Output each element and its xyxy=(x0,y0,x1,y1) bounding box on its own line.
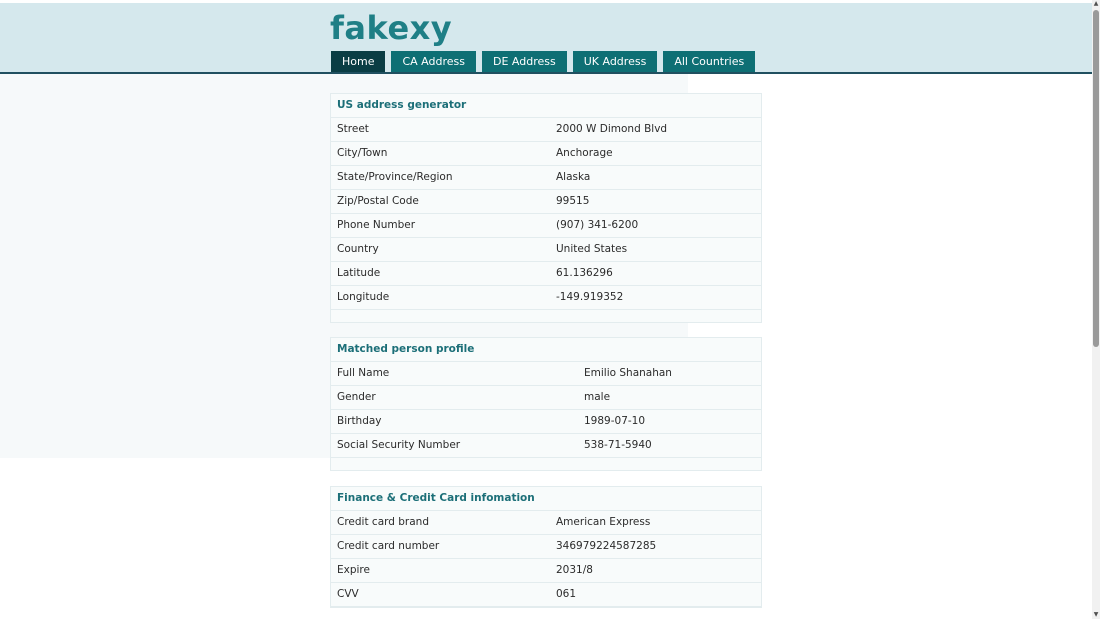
address-row-city xyxy=(331,142,761,166)
page-scrollbar[interactable] xyxy=(1092,0,1100,619)
finance-card-title: Finance & Credit Card infomation xyxy=(331,487,761,511)
finance-row-cvv xyxy=(331,583,761,607)
row-value: 061 xyxy=(556,588,577,600)
address-row-country xyxy=(331,238,761,262)
address-row-latitude xyxy=(331,262,761,286)
address-row-zip xyxy=(331,190,761,214)
row-value: 2000 W Dimond Blvd xyxy=(556,123,668,135)
address-row-street xyxy=(331,118,761,142)
row-value: Alaska xyxy=(556,171,591,183)
main-nav xyxy=(331,51,755,72)
row-value: 61.136296 xyxy=(556,267,613,279)
address-row-phone xyxy=(331,214,761,238)
nav-all-countries[interactable]: All Countries xyxy=(663,51,755,72)
nav-uk-address[interactable]: UK Address xyxy=(573,51,658,72)
row-value: (907) 341-6200 xyxy=(556,219,639,231)
row-label: CVV xyxy=(337,588,359,600)
row-label: Social Security Number xyxy=(337,439,461,451)
address-card xyxy=(330,93,762,323)
row-label: Credit card number xyxy=(337,540,440,552)
card-footer xyxy=(331,310,761,322)
row-label: Birthday xyxy=(337,415,382,427)
row-label: Latitude xyxy=(337,267,381,279)
site-logo[interactable]: fakexy xyxy=(330,9,453,47)
person-card-title: Matched person profile xyxy=(331,338,761,362)
row-label: Longitude xyxy=(337,291,390,303)
row-label: Credit card brand xyxy=(337,516,429,528)
row-value: Anchorage xyxy=(556,147,613,159)
row-label: Street xyxy=(337,123,369,135)
address-card-title: US address generator xyxy=(331,94,761,118)
row-value: 2031/8 xyxy=(556,564,593,576)
person-row-birthday xyxy=(331,410,761,434)
row-value: American Express xyxy=(556,516,651,528)
row-value: 1989-07-10 xyxy=(584,415,646,427)
row-value: United States xyxy=(556,243,628,255)
person-card xyxy=(330,337,762,471)
row-value: 99515 xyxy=(556,195,590,207)
finance-card xyxy=(330,486,762,608)
row-value: Emilio Shanahan xyxy=(584,367,672,379)
row-label: Expire xyxy=(337,564,370,576)
site-header xyxy=(0,3,1092,74)
row-value: 346979224587285 xyxy=(556,540,657,552)
finance-row-brand xyxy=(331,511,761,535)
row-label: State/Province/Region xyxy=(337,171,453,183)
row-value: -149.919352 xyxy=(556,291,624,303)
row-value: 538-71-5940 xyxy=(584,439,652,451)
scroll-down-arrow-icon[interactable]: ▼ xyxy=(1093,611,1099,618)
address-row-longitude xyxy=(331,286,761,310)
row-value: male xyxy=(584,391,611,403)
finance-row-expire xyxy=(331,559,761,583)
nav-ca-address[interactable]: CA Address xyxy=(391,51,476,72)
nav-home[interactable]: Home xyxy=(331,51,385,72)
row-label: Gender xyxy=(337,391,376,403)
person-row-ssn xyxy=(331,434,761,458)
row-label: Full Name xyxy=(337,367,390,379)
row-label: Country xyxy=(337,243,379,255)
row-label: Phone Number xyxy=(337,219,416,231)
scroll-up-arrow-icon[interactable]: ▲ xyxy=(1093,0,1099,7)
person-row-gender xyxy=(331,386,761,410)
scrollbar-thumb[interactable] xyxy=(1093,10,1099,347)
row-label: Zip/Postal Code xyxy=(337,195,419,207)
finance-row-number xyxy=(331,535,761,559)
person-row-name xyxy=(331,362,761,386)
nav-de-address[interactable]: DE Address xyxy=(482,51,567,72)
card-footer xyxy=(331,458,761,470)
row-label: City/Town xyxy=(337,147,388,159)
address-row-state xyxy=(331,166,761,190)
